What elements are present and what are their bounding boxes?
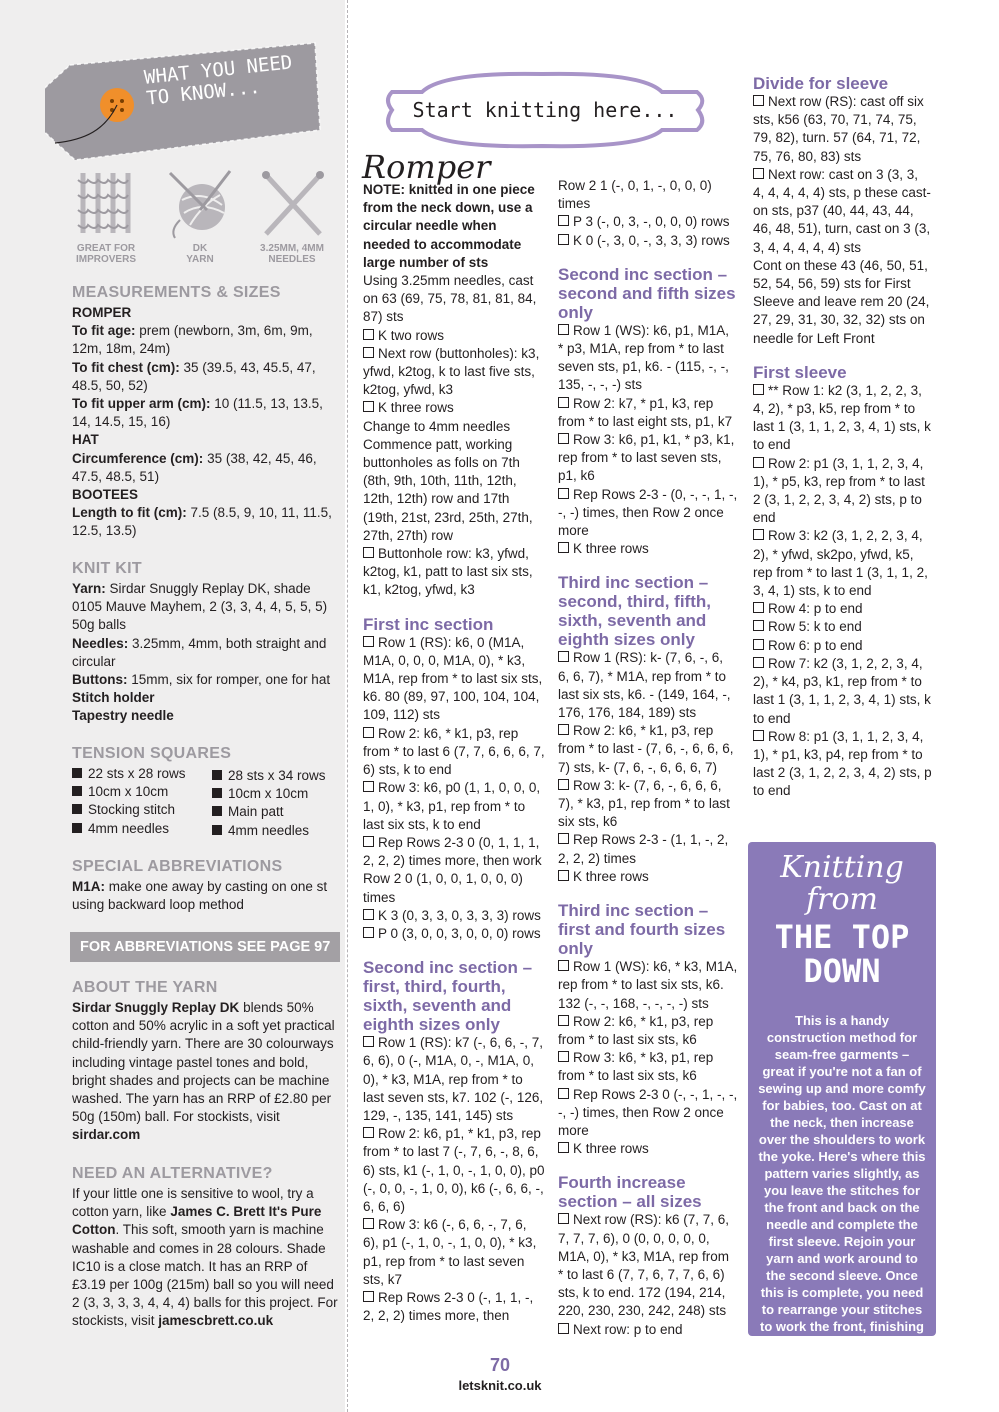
tension-right-list <box>212 767 337 840</box>
knit-kit-heading: KNIT KIT <box>72 560 142 577</box>
second-inc-heading: Second inc section – first, third, fourth, sixth, seventh and eighth sizes only <box>363 958 533 1035</box>
pattern-row: P 0 (3, 0, 0, 3, 0, 0, 0) rows <box>363 925 545 943</box>
tension-item: 4mm needles <box>72 820 212 838</box>
pattern-column-4 <box>753 74 933 801</box>
pattern-column-2 <box>363 181 545 1325</box>
special-abbreviations-section <box>72 858 337 914</box>
icon-label-yarn: DK YARN <box>186 243 214 265</box>
pattern-row: Row 3: k6, p0 (1, 1, 0, 0, 0, 1, 0), * k3, p1, rep from * to last six sts, k to end <box>363 780 541 832</box>
alternative-text: If your little one is sensitive to wool, try a cotton yarn, like James C. Brett It's Pure Cotton. This soft, smooth yarn is machine washable and comes in 28 colours. Shade IC10 is a close match. It has an RRP of £3.19 per 100g (215m) ball so you will need 2 (3, 3, 3, 3, 4, 4, 4) balls for this project. For stockists, visit jamescbrett.co.uk <box>72 1186 338 1329</box>
start-knitting-text: Start knitting here... <box>412 98 678 122</box>
tapestry-needle-line: Tapestry needle <box>72 708 174 724</box>
pattern-row: Row 1 (WS): k6, p1, M1A, * p3, M1A, rep from * to last seven sts, p1, k6. - (115, -, -, 135, -, -, -) sts <box>558 322 730 393</box>
pattern-row: Row 8: p1 (3, 1, 1, 2, 3, 4, 1), * p1, k3, p4, rep from * to last 2 (3, 1, 2, 2, 3, 4, 2) sts, p to end <box>753 728 932 799</box>
pattern-row: K three rows <box>558 1140 738 1158</box>
intro-line: Using 3.25mm needles, cast on 63 (69, 75, 78, 81, 81, 84, 87) sts <box>363 273 537 325</box>
tension-item: Main patt <box>212 803 337 821</box>
pattern-row: Row 3: k6 (-, 6, 6, -, 7, 6, 6), p1 (-, 1, 0, -, 1, 0, 0), * k3, p1, rep from * to last seven sts, k7 <box>363 1217 537 1287</box>
abbreviations-banner: FOR ABBREVIATIONS SEE PAGE 97 <box>70 932 340 962</box>
tension-heading: TENSION SQUARES <box>72 745 232 762</box>
length-line: Length to fit (cm): 7.5 (8.5, 9, 10, 11, 11.5, 12.5, 13.5) <box>72 505 332 539</box>
tension-item: 10cm x 10cm <box>212 785 337 803</box>
pattern-row: ** Row 1: k2 (3, 1, 2, 2, 3, 4, 2), * p3, k5, rep from * to last 1 (3, 1, 1, 2, 3, 4, 1) sts, k to end <box>753 382 931 453</box>
about-yarn-section <box>72 979 337 1145</box>
pattern-row: Row 2: p1 (3, 1, 1, 2, 3, 4, 1), * p5, k3, rep from * to last 2 (3, 1, 2, 2, 3, 4, 2) sts, p to end <box>753 455 925 526</box>
pattern-row: Row 2 1 (-, 0, 1, -, 0, 0, 0) times <box>558 178 712 212</box>
pattern-row: P 3 (-, 0, 3, -, 0, 0, 0) rows <box>558 213 738 231</box>
measurements-heading: MEASUREMENTS & SIZES <box>72 284 281 301</box>
pattern-row: Row 2: k6, * k1, p3, rep from * to last 6 (7, 7, 6, 6, 6, 7, 6) sts, k to end <box>363 725 545 778</box>
column-divider <box>347 0 348 1412</box>
yarn-line: Yarn: Sirdar Snuggly Replay DK, shade 0105 Mauve Mayhem, 2 (3, 3, 4, 4, 5, 5, 5) 50g balls <box>72 581 328 633</box>
pattern-row: Rep Rows 2-3 0 (-, 1, 1, -, 2, 2, 2) times more, then <box>363 1289 534 1324</box>
knit-kit-section <box>72 560 337 726</box>
circumference-line: Circumference (cm): 35 (38, 42, 45, 46, 47.5, 48.5, 51) <box>72 450 317 484</box>
pattern-row: Row 3: k2 (3, 1, 2, 2, 3, 4, 2), * yfwd, sk2po, yfwd, k5, rep from * to last 1 (3, 1, 1, 2, 3, 4, 1) sts, k to end <box>753 528 928 599</box>
romper-title: Romper <box>362 148 491 186</box>
pattern-row: Row 3: k6, * k3, p1, rep from * to last six sts, k6 <box>558 1050 714 1084</box>
special-abbreviations-heading: SPECIAL ABBREVIATIONS <box>72 858 283 875</box>
pattern-row: Rep Rows 2-3 - (1, 1, -, 2, 2, 2, 2) times <box>558 832 729 866</box>
pattern-row: K two rows <box>363 327 545 345</box>
pattern-row: Row 2: k6, * k1, p3, rep from * to last - (7, 6, -, 6, 6, 6, 7) sts, k- (7, 6, -, 6, 6, 6, 7) <box>558 723 734 775</box>
top-down-box <box>748 842 936 1351</box>
pattern-row: Next row (RS): cast off six sts, k56 (63, 70, 71, 74, 75, 79, 82), turn. 57 (64, 71, 72, 75, 76, 80, 83) sts <box>753 94 924 164</box>
pattern-row: Row 5: k to end <box>753 618 933 636</box>
tension-section <box>72 745 337 840</box>
pattern-row: Rep Rows 2-3 0 (-, -, 1, -, -, -, -) times, then Row 2 once more <box>558 1086 738 1138</box>
chest-line: To fit chest (cm): 35 (39.5, 43, 45.5, 47, 48.5, 50, 52) <box>72 359 316 393</box>
tension-item: 10cm x 10cm <box>72 783 212 801</box>
knit-stitch-icon <box>73 168 143 238</box>
about-yarn-heading: ABOUT THE YARN <box>72 979 218 996</box>
top-down-title-1: Knitting from <box>780 850 904 917</box>
pattern-row: K three rows <box>363 399 545 417</box>
first-sleeve-heading: First sleeve <box>753 362 847 382</box>
stitch-holder-line: Stitch holder <box>72 690 155 706</box>
pattern-row: Row 1 (RS): k- (7, 6, -, 6, 6, 6, 7), * M1A, rep from * to last six sts, k6. - (149, 164, -, 176, 176, 184, 189) sts <box>558 650 731 721</box>
age-line: To fit age: prem (newborn, 3m, 6m, 9m, 12m, 18m, 24m) <box>72 323 313 357</box>
website-footer: letsknit.co.uk <box>458 1378 542 1393</box>
divide-heading: Divide for sleeve <box>753 74 889 93</box>
pattern-row: Next row: p to end <box>558 1321 738 1339</box>
hat-subhead: HAT <box>72 432 99 448</box>
pattern-row: Buttonhole row: k3, yfwd, k2tog, k1, patt to last six sts, k1, k2tog, yfwd, k3 <box>363 546 533 598</box>
first-inc-heading: First inc section <box>363 614 494 634</box>
intro-line: Commence patt, working buttonholes as folls on 7th (8th, 9th, 10th, 11th, 12th, 12th, 12th) row and 17th (19th, 21st, 23rd, 25th, 27th, 27th, 27th) row <box>363 436 533 543</box>
pattern-row: Row 7: k2 (3, 1, 2, 2, 3, 4, 2), * k4, p3, k1, rep from * to last 1 (3, 1, 1, 2, 3, 4, 1) sts, k to end <box>753 655 931 726</box>
top-down-text: This is a handy construction method for seam-free garments – great if you're not a fan of sewing up and more comfy for babies, too. Cast on at the neck, then increase over the shoulders to work the yoke. Here's where this pattern varies slightly, as you leave the stitches for the front and back on the needle and complete the first sleeve. Rejoin your yarn and work around to the second sleeve. Once this is complete, you need to rearrange your stitches to work the front, finishing with the back section. <box>758 1013 926 1351</box>
pattern-row: Rep Rows 2-3 0 (0, 1, 1, 1, 2, 2, 2) times more, then work Row 2 0 (1, 0, 0, 1, 0, 0, 0) times <box>363 834 542 905</box>
sirdar-link: sirdar.com <box>72 1127 141 1143</box>
m1a-definition: M1A: make one away by casting on one st using backward loop method <box>72 879 328 913</box>
pattern-row: Cont on these 43 (46, 50, 51, 52, 54, 56, 59) sts for First Sleeve and leave rem 20 (24, 27, 29, 31, 30, 32, 32) sts on needle for Left Front <box>753 257 930 346</box>
top-down-title-2: THE TOP DOWN <box>774 918 910 990</box>
buttons-line: Buttons: 15mm, six for romper, one for hat <box>72 672 331 688</box>
pattern-row: Row 2: k7, * p1, k3, rep from * to last eight sts, p1, k7 <box>558 395 733 429</box>
page-number: 70 <box>489 1355 511 1375</box>
third-inc-heading: Third inc section – second, third, fifth, sixth, seventh and eighth sizes only <box>558 573 711 650</box>
about-yarn-text: Sirdar Snuggly Replay DK blends 50% cotton and 50% acrylic in a soft yet practical child-friendly yarn. There are 30 colourways including vintage pastel tones and bold, bright shades and projects can be machine washed. The yarn has an RRP of £2.80 per 50g (150m) ball. For stockists, visit sirdar.com <box>72 1000 335 1143</box>
pattern-row: Next row: cast on 3 (3, 3, 4, 4, 4, 4, 4) sts, p these cast-on sts, p37 (40, 44, 43, 44, 46, 48, 51), turn, cast on 3 (3, 3, 4, 4, 4, 4, 4) sts <box>753 166 931 255</box>
alternative-heading: NEED AN ALTERNATIVE? <box>72 1165 273 1182</box>
intro-line: Change to 4mm needles <box>363 418 511 434</box>
pattern-row: Row 2: k6, * k1, p3, rep from * to last six sts, k6 <box>558 1013 714 1047</box>
bootees-subhead: BOOTEES <box>72 487 139 503</box>
pattern-row: Row 3: k6, p1, k1, * p3, k1, rep from * to last seven sts, p1, k6 <box>558 432 735 484</box>
tension-item: 28 sts x 34 rows <box>212 767 337 785</box>
pattern-row: Row 6: p to end <box>753 637 933 655</box>
pattern-row: Row 4: p to end <box>753 600 933 618</box>
pattern-row: K 0 (-, 3, 0, -, 3, 3, 3) rows <box>558 232 738 250</box>
third-first-heading: Third inc section – first and fourth sizes only <box>558 901 726 959</box>
yarn-ball-icon <box>162 165 237 240</box>
pattern-row: Row 1 (RS): k7 (-, 6, 6, -, 7, 6, 6), 0 (-, M1A, 0, -, M1A, 0, 0), * k3, M1A, rep from * to last seven sts, k7. 102 (-, 126, 129, -, 135, 141, 145) sts <box>363 1035 544 1123</box>
romper-subhead: ROMPER <box>72 305 132 320</box>
pattern-row: Row 1 (RS): k6, 0 (M1A, M1A, 0, 0, 0, M1A, 0), * k3, M1A, rep from * to last six sts, k6. 80 (89, 97, 100, 104, 104, 109, 112) sts <box>363 634 543 723</box>
arm-line: To fit upper arm (cm): 10 (11.5, 13, 13.5, 14, 14.5, 15, 16) <box>72 396 323 430</box>
tension-item: 4mm needles <box>212 822 337 840</box>
note-text: NOTE: knitted in one piece from the neck down, use a circular needle when needed to accommodate large number of sts <box>363 182 535 270</box>
icon-label-improvers: GREAT FOR IMPROVERS <box>75 243 136 265</box>
pattern-row: Row 1 (WS): k6, * k3, M1A, rep from * to last six sts, k6. 132 (-, -, 168, -, -, -, -) sts <box>558 959 738 1011</box>
pattern-row: Row 3: k- (7, 6, -, 6, 6, 6, 7), * k3, p1, rep from * to last six sts, k6 <box>558 777 730 830</box>
needles-line: Needles: 3.25mm, 4mm, both straight and circular <box>72 635 327 669</box>
tension-item: 22 sts x 28 rows <box>72 765 212 783</box>
icon-label-needles: 3.25MM, 4MM NEEDLES <box>260 243 324 265</box>
tension-left-list <box>72 765 212 840</box>
measurements-section <box>72 284 337 541</box>
second-fifth-heading: Second inc section – second and fifth sizes only <box>558 264 736 322</box>
pattern-row: Row 2: k6, p1, * k1, p3, rep from * to last 7 (-, 7, 6, -, 8, 6, 6) sts, k1 (-, 1, 0, -, 1, 0, 0), p0 (-, 0, 0, -, 1, 0, 0), k6 (-, 6, 6, -, 6, 6, 6) <box>363 1126 545 1214</box>
jamescbrett-link: jamescbrett.co.uk <box>158 1313 274 1329</box>
tension-item: Stocking stitch <box>72 801 212 819</box>
needles-icon <box>258 170 328 240</box>
pattern-row: Rep Rows 2-3 - (0, -, -, 1, -, -, -) times, then Row 2 once more <box>558 486 738 539</box>
pattern-row: K three rows <box>558 540 738 558</box>
fourth-inc-heading: Fourth increase section – all sizes <box>558 1173 702 1212</box>
pattern-column-3 <box>558 177 738 1339</box>
pattern-row: K three rows <box>558 868 738 886</box>
tag-text: WHAT YOU NEED TO KNOW... <box>143 51 294 110</box>
alternative-section <box>72 1165 340 1331</box>
pattern-row: K 3 (0, 3, 3, 0, 3, 3, 3) rows <box>363 907 545 925</box>
pattern-row: Next row (buttonholes): k3, yfwd, k2tog, k to last five sts, k2tog, yfwd, k3 <box>363 345 540 398</box>
pattern-row: Next row (RS): k6 (7, 7, 6, 7, 7, 7, 6), 0 (0, 0, 0, 0, 0, M1A, 0), * k3, M1A, rep from * to last 6 (7, 7, 6, 7, 7, 6, 6) sts, k to end. 172 (194, 214, 220, 230, 230, 242, 248) sts <box>558 1212 730 1319</box>
